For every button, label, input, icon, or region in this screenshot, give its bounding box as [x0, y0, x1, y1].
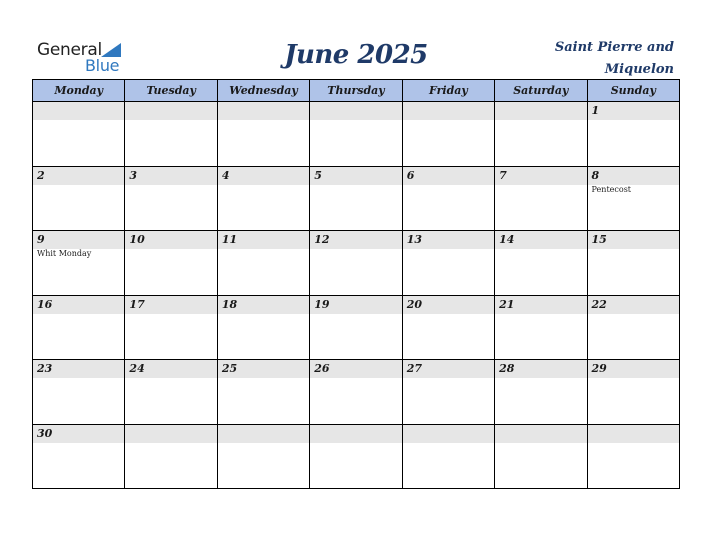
day-cell: [495, 102, 587, 167]
day-number: 11: [218, 231, 309, 249]
day-number: 15: [588, 231, 679, 249]
day-cell: [125, 231, 217, 296]
day-cell: [217, 360, 309, 425]
region-name: Saint Pierre and Miquelon: [554, 40, 674, 77]
day-cell: [310, 360, 402, 425]
day-cell: [125, 166, 217, 231]
day-number: [218, 425, 309, 443]
day-cell: [310, 231, 402, 296]
day-number: 10: [125, 231, 216, 249]
day-number: 16: [33, 296, 124, 314]
weekday-header-row: [33, 80, 680, 102]
day-cell: [587, 424, 679, 489]
day-cell: [310, 424, 402, 489]
day-number: 6: [403, 167, 494, 185]
day-number: 26: [310, 360, 401, 378]
calendar-title: June 2025: [284, 40, 428, 70]
day-cell: [495, 295, 587, 360]
day-cell: [587, 231, 679, 296]
day-cell: [310, 295, 402, 360]
week-row: [33, 231, 680, 296]
day-number: 14: [495, 231, 586, 249]
day-cell: [402, 231, 494, 296]
day-number: [588, 425, 679, 443]
day-cell: [587, 166, 679, 231]
day-number: [495, 425, 586, 443]
day-number: [125, 102, 216, 120]
week-row: [33, 360, 680, 425]
weekday-header: Saturday: [495, 80, 587, 102]
day-number: 13: [403, 231, 494, 249]
day-cell: [217, 102, 309, 167]
day-number: 1: [588, 102, 679, 120]
day-number: 25: [218, 360, 309, 378]
weekday-header: Friday: [402, 80, 494, 102]
day-cell: [217, 295, 309, 360]
day-cell: [402, 102, 494, 167]
week-row: [33, 102, 680, 167]
holiday-label: Pentecost: [591, 184, 632, 194]
weekday-header: Sunday: [587, 80, 679, 102]
day-number: 12: [310, 231, 401, 249]
logo-blue-text: Blue: [85, 56, 120, 75]
day-cell: [125, 424, 217, 489]
day-cell: [587, 295, 679, 360]
day-cell: [125, 102, 217, 167]
day-number: [403, 102, 494, 120]
day-number: 4: [218, 167, 309, 185]
week-row: [33, 166, 680, 231]
day-number: 22: [588, 296, 679, 314]
day-number: [125, 425, 216, 443]
week-row: [33, 295, 680, 360]
day-cell: [402, 360, 494, 425]
day-cell: [495, 424, 587, 489]
day-cell: [495, 231, 587, 296]
day-cell: [310, 166, 402, 231]
day-number: 27: [403, 360, 494, 378]
day-number: [403, 425, 494, 443]
day-cell: [310, 102, 402, 167]
day-number: 7: [495, 167, 586, 185]
day-cell: [33, 102, 125, 167]
day-number: 24: [125, 360, 216, 378]
day-number: 29: [588, 360, 679, 378]
day-cell: [587, 102, 679, 167]
day-number: 28: [495, 360, 586, 378]
day-number: 30: [33, 425, 124, 443]
day-cell: [125, 360, 217, 425]
day-number: 23: [33, 360, 124, 378]
day-number: [495, 102, 586, 120]
weekday-header: Tuesday: [125, 80, 217, 102]
day-number: [33, 102, 124, 120]
day-number: [310, 425, 401, 443]
day-number: [218, 102, 309, 120]
holiday-label: Whit Monday: [37, 249, 92, 258]
weekday-header: Thursday: [310, 80, 402, 102]
day-cell: [217, 424, 309, 489]
day-number: 19: [310, 296, 401, 314]
day-number: 21: [495, 296, 586, 314]
weekday-header: Monday: [33, 80, 125, 102]
calendar-grid: [32, 79, 680, 489]
day-cell: [402, 295, 494, 360]
day-cell: [33, 360, 125, 425]
day-cell: [33, 295, 125, 360]
day-cell: [125, 295, 217, 360]
day-cell: [495, 360, 587, 425]
day-cell: [217, 166, 309, 231]
day-number: 17: [125, 296, 216, 314]
day-number: 8: [588, 167, 679, 185]
day-number: [310, 102, 401, 120]
day-number: 2: [33, 167, 124, 185]
weekday-header: Wednesday: [217, 80, 309, 102]
week-row: [33, 424, 680, 489]
day-cell: [495, 166, 587, 231]
day-number: 3: [125, 167, 216, 185]
day-cell: [33, 231, 125, 296]
day-number: 20: [403, 296, 494, 314]
logo-general-text: General: [37, 40, 102, 60]
day-number: 18: [218, 296, 309, 314]
day-number: 5: [310, 167, 401, 185]
day-cell: [33, 424, 125, 489]
day-cell: [402, 166, 494, 231]
day-cell: [33, 166, 125, 231]
day-cell: [217, 231, 309, 296]
day-number: 9: [33, 231, 124, 249]
day-cell: [402, 424, 494, 489]
day-cell: [587, 360, 679, 425]
